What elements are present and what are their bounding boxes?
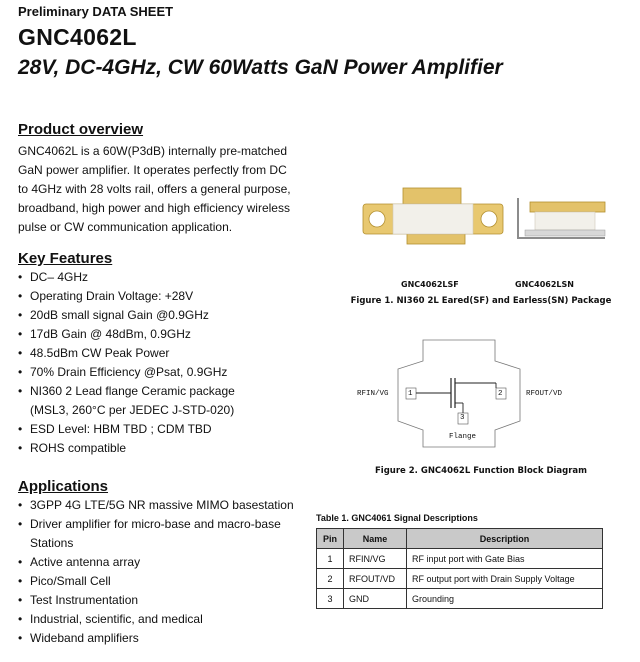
product-subtitle: 28V, DC-4GHz, CW 60Watts GaN Power Amplifier bbox=[18, 56, 503, 79]
figure1-caption: Figure 1. NI360 2L Eared(SF) and Earless(SN) Package bbox=[350, 296, 612, 306]
package-images bbox=[355, 180, 620, 255]
table-header-row bbox=[317, 529, 603, 549]
rfout-pin-label: RFOUT/VD bbox=[526, 390, 563, 398]
cell-description: Grounding bbox=[407, 589, 603, 609]
column-header-name: Name bbox=[344, 529, 407, 549]
cell-name: GND bbox=[344, 589, 407, 609]
overview-heading: Product overview bbox=[18, 121, 144, 138]
feature-item-continued: (MSL3, 260°C per JEDEC J-STD-020) bbox=[30, 403, 235, 417]
overview-line: pulse or CW communication application. bbox=[18, 220, 233, 234]
feature-item: • ROHS compatible bbox=[18, 439, 318, 458]
pin2-number: 2 bbox=[498, 390, 503, 398]
applications-heading: Applications bbox=[18, 478, 109, 495]
feature-item: • 20dB small signal Gain @0.9GHz bbox=[18, 306, 318, 325]
application-item: • Driver amplifier for micro-base and macro-base bbox=[18, 515, 318, 534]
eared-package-image bbox=[363, 188, 503, 244]
features-list bbox=[18, 268, 318, 458]
application-item: • Industrial, scientific, and medical bbox=[18, 610, 318, 629]
cell-name: RFIN/VG bbox=[344, 549, 407, 569]
package-label-sf: GNC4062LSF bbox=[401, 280, 459, 289]
application-item: • Pico/Small Cell bbox=[18, 572, 318, 591]
preliminary-label: Preliminary DATA SHEET bbox=[18, 4, 174, 19]
column-header-pin: Pin bbox=[317, 529, 344, 549]
overview-line: broadband, high power and high efficiency wireless bbox=[18, 201, 290, 215]
signal-table bbox=[316, 528, 603, 609]
cell-name: RFOUT/VD bbox=[344, 569, 407, 589]
features-heading: Key Features bbox=[18, 250, 113, 267]
part-number-title: GNC4062L bbox=[18, 24, 137, 50]
pin3-number: 3 bbox=[460, 414, 465, 422]
overview-line: to 4GHz with 28 volts rail, offers a general purpose, bbox=[18, 182, 291, 196]
cell-pin: 1 bbox=[317, 549, 344, 569]
table-title: Table 1. GNC4061 Signal Descriptions bbox=[316, 513, 478, 523]
figure2-caption: Figure 2. GNC4062L Function Block Diagram bbox=[374, 466, 588, 476]
application-item: • 3GPP 4G LTE/5G NR massive MIMO basestation bbox=[18, 496, 318, 515]
application-item: • Active antenna array bbox=[18, 553, 318, 572]
cell-description: RF output port with Drain Supply Voltage bbox=[407, 569, 603, 589]
table-row bbox=[317, 589, 603, 609]
feature-item: • 70% Drain Efficiency @Psat, 0.9GHz bbox=[18, 363, 318, 382]
feature-item: • 17dB Gain @ 48dBm, 0.9GHz bbox=[18, 325, 318, 344]
package-label-sn: GNC4062LSN bbox=[515, 280, 574, 289]
application-item: • Test Instrumentation bbox=[18, 591, 318, 610]
pin1-number: 1 bbox=[408, 390, 413, 398]
feature-item: • 48.5dBm CW Peak Power bbox=[18, 344, 318, 363]
application-item-continued: Stations bbox=[30, 536, 74, 550]
application-item: • Wideband amplifiers bbox=[18, 629, 318, 648]
overview-paragraph bbox=[18, 142, 308, 237]
column-header-description: Description bbox=[407, 529, 603, 549]
feature-item: • Operating Drain Voltage: +28V bbox=[18, 287, 318, 306]
table-row bbox=[317, 569, 603, 589]
feature-item: • DC– 4GHz bbox=[18, 268, 318, 287]
cell-pin: 2 bbox=[317, 569, 344, 589]
applications-list bbox=[18, 496, 318, 648]
rfin-pin-label: RFIN/VG bbox=[357, 390, 389, 398]
overview-line: GNC4062L is a 60W(P3dB) internally pre-matched bbox=[18, 144, 288, 158]
feature-item: • ESD Level: HBM TBD ; CDM TBD bbox=[18, 420, 318, 439]
earless-package-image bbox=[518, 198, 605, 238]
overview-line: GaN power amplifier. It operates perfectly from DC bbox=[18, 163, 287, 177]
cell-description: RF input port with Gate Bias bbox=[407, 549, 603, 569]
cell-pin: 3 bbox=[317, 589, 344, 609]
flange-label: Flange bbox=[449, 433, 477, 441]
feature-item: • NI360 2 Lead flange Ceramic package bbox=[18, 382, 318, 401]
table-row bbox=[317, 549, 603, 569]
